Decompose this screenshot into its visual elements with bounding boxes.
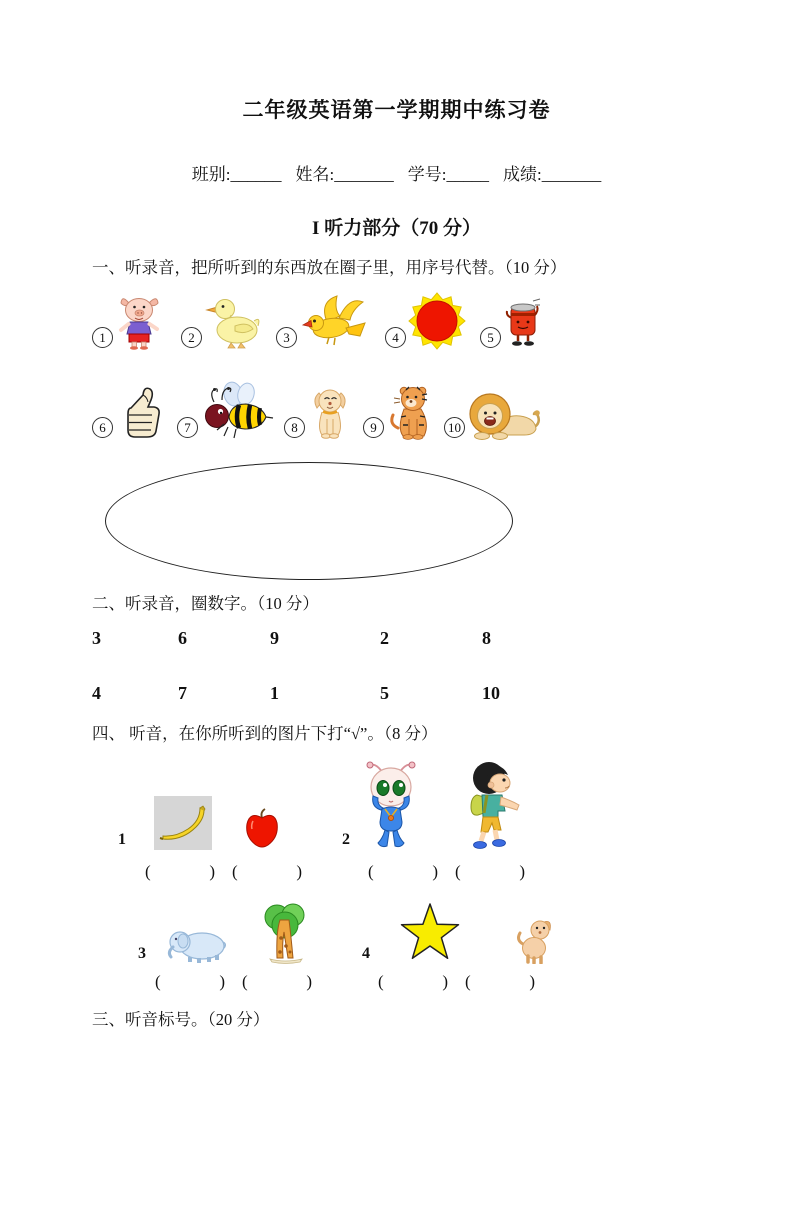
can-character-icon <box>503 296 543 350</box>
picture-item-duck <box>181 296 262 350</box>
bee-icon <box>200 380 274 440</box>
section1-heading: 一、听录音，把所听到的东西放在圈子里，用序号代替。（10 分） <box>92 258 567 277</box>
answer-bracket: ( ) <box>455 862 525 881</box>
puppy-icon <box>307 386 353 440</box>
pig-icon <box>115 294 167 350</box>
number-option: 2 <box>380 628 389 648</box>
boy-icon <box>458 760 524 850</box>
item-number-circle: 6 <box>92 417 113 438</box>
item-number-circle: 3 <box>276 327 297 348</box>
section3-heading: 三、听音标号。（20 分） <box>92 1010 270 1029</box>
item-number-circle: 2 <box>181 327 202 348</box>
section2-heading: 二、听录音，圈数字。（10 分） <box>92 594 319 613</box>
number-option: 4 <box>92 683 101 703</box>
number-option: 6 <box>178 628 187 648</box>
class-blank: ______ <box>230 165 282 184</box>
picture-item-sun <box>385 292 466 350</box>
score-blank: _______ <box>541 165 602 184</box>
section2-numbers-row-1 <box>92 628 743 649</box>
picture-item-can-character <box>480 296 543 350</box>
item-number-circle: 10 <box>444 417 465 438</box>
picture-item-bird <box>276 292 371 350</box>
score-label: 成绩: <box>502 165 542 184</box>
item-number-circle: 9 <box>363 417 384 438</box>
giraffe-tree-icon <box>260 902 310 964</box>
banana-icon <box>154 796 212 850</box>
item-number-circle: 8 <box>284 417 305 438</box>
question-number: 3 <box>138 945 146 962</box>
elephant-icon <box>166 926 226 964</box>
picture-item-tiger <box>363 382 434 440</box>
section1-picture-row-2 <box>92 376 743 440</box>
name-label: 姓名: <box>295 165 335 184</box>
star-icon <box>398 902 462 964</box>
item-number-circle: 7 <box>177 417 198 438</box>
thumbs-up-icon <box>115 384 167 440</box>
picture-item-lion <box>444 388 543 440</box>
answer-bracket: ( ) <box>145 862 215 881</box>
section1-picture-row-1 <box>92 288 743 350</box>
item-number-circle: 5 <box>480 327 501 348</box>
student-number-field <box>408 165 489 184</box>
picture-item-puppy <box>284 386 353 440</box>
section2-numbers-row-2 <box>92 683 743 704</box>
answer-brackets-row-1 <box>92 862 743 882</box>
answer-bracket: ( ) <box>232 862 302 881</box>
item-number-circle: 4 <box>385 327 406 348</box>
number-option: 8 <box>482 628 491 648</box>
question-number: 4 <box>362 945 370 962</box>
question-number: 1 <box>118 831 126 848</box>
question-number: 2 <box>342 831 350 848</box>
class-label: 班别: <box>191 165 231 184</box>
apple-icon <box>244 808 280 850</box>
section4-picture-row-2 <box>92 898 743 964</box>
tiger-icon <box>386 382 434 440</box>
picture-item-pig <box>92 294 167 350</box>
name-field <box>296 165 394 184</box>
number-option: 5 <box>380 683 389 703</box>
item-number-circle: 1 <box>92 327 113 348</box>
student-number-blank: _____ <box>446 165 489 184</box>
exam-page <box>0 94 793 1216</box>
page-title: 二年级英语第一学期期中练习卷 <box>242 98 551 122</box>
sun-icon <box>408 292 466 350</box>
picture-item-thumbs-up <box>92 384 167 440</box>
answer-bracket: ( ) <box>242 972 312 991</box>
section4-picture-row-1 <box>92 758 743 850</box>
answer-bracket: ( ) <box>465 972 535 991</box>
student-number-label: 学号: <box>407 165 447 184</box>
bird-icon <box>299 292 371 350</box>
section4-heading: 四、 听音，在你所听到的图片下打“√”。（8 分） <box>92 724 438 743</box>
answer-bracket: ( ) <box>368 862 438 881</box>
student-info-line <box>0 160 793 185</box>
duck-icon <box>204 296 262 350</box>
alien-icon <box>362 758 420 850</box>
name-blank: _______ <box>334 165 394 184</box>
answer-ellipse <box>105 462 513 580</box>
picture-item-bee <box>177 380 274 440</box>
lion-icon <box>467 388 543 440</box>
small-puppy-icon <box>514 918 554 964</box>
number-option: 3 <box>92 628 101 648</box>
class-field <box>192 165 282 184</box>
number-option: 10 <box>482 683 500 703</box>
answer-brackets-row-2 <box>92 972 743 992</box>
answer-bracket: ( ) <box>378 972 448 991</box>
part1-heading: I 听力部分（70 分） <box>312 218 481 239</box>
score-field <box>503 165 601 184</box>
answer-bracket: ( ) <box>155 972 225 991</box>
number-option: 1 <box>270 683 279 703</box>
number-option: 9 <box>270 628 279 648</box>
number-option: 7 <box>178 683 187 703</box>
